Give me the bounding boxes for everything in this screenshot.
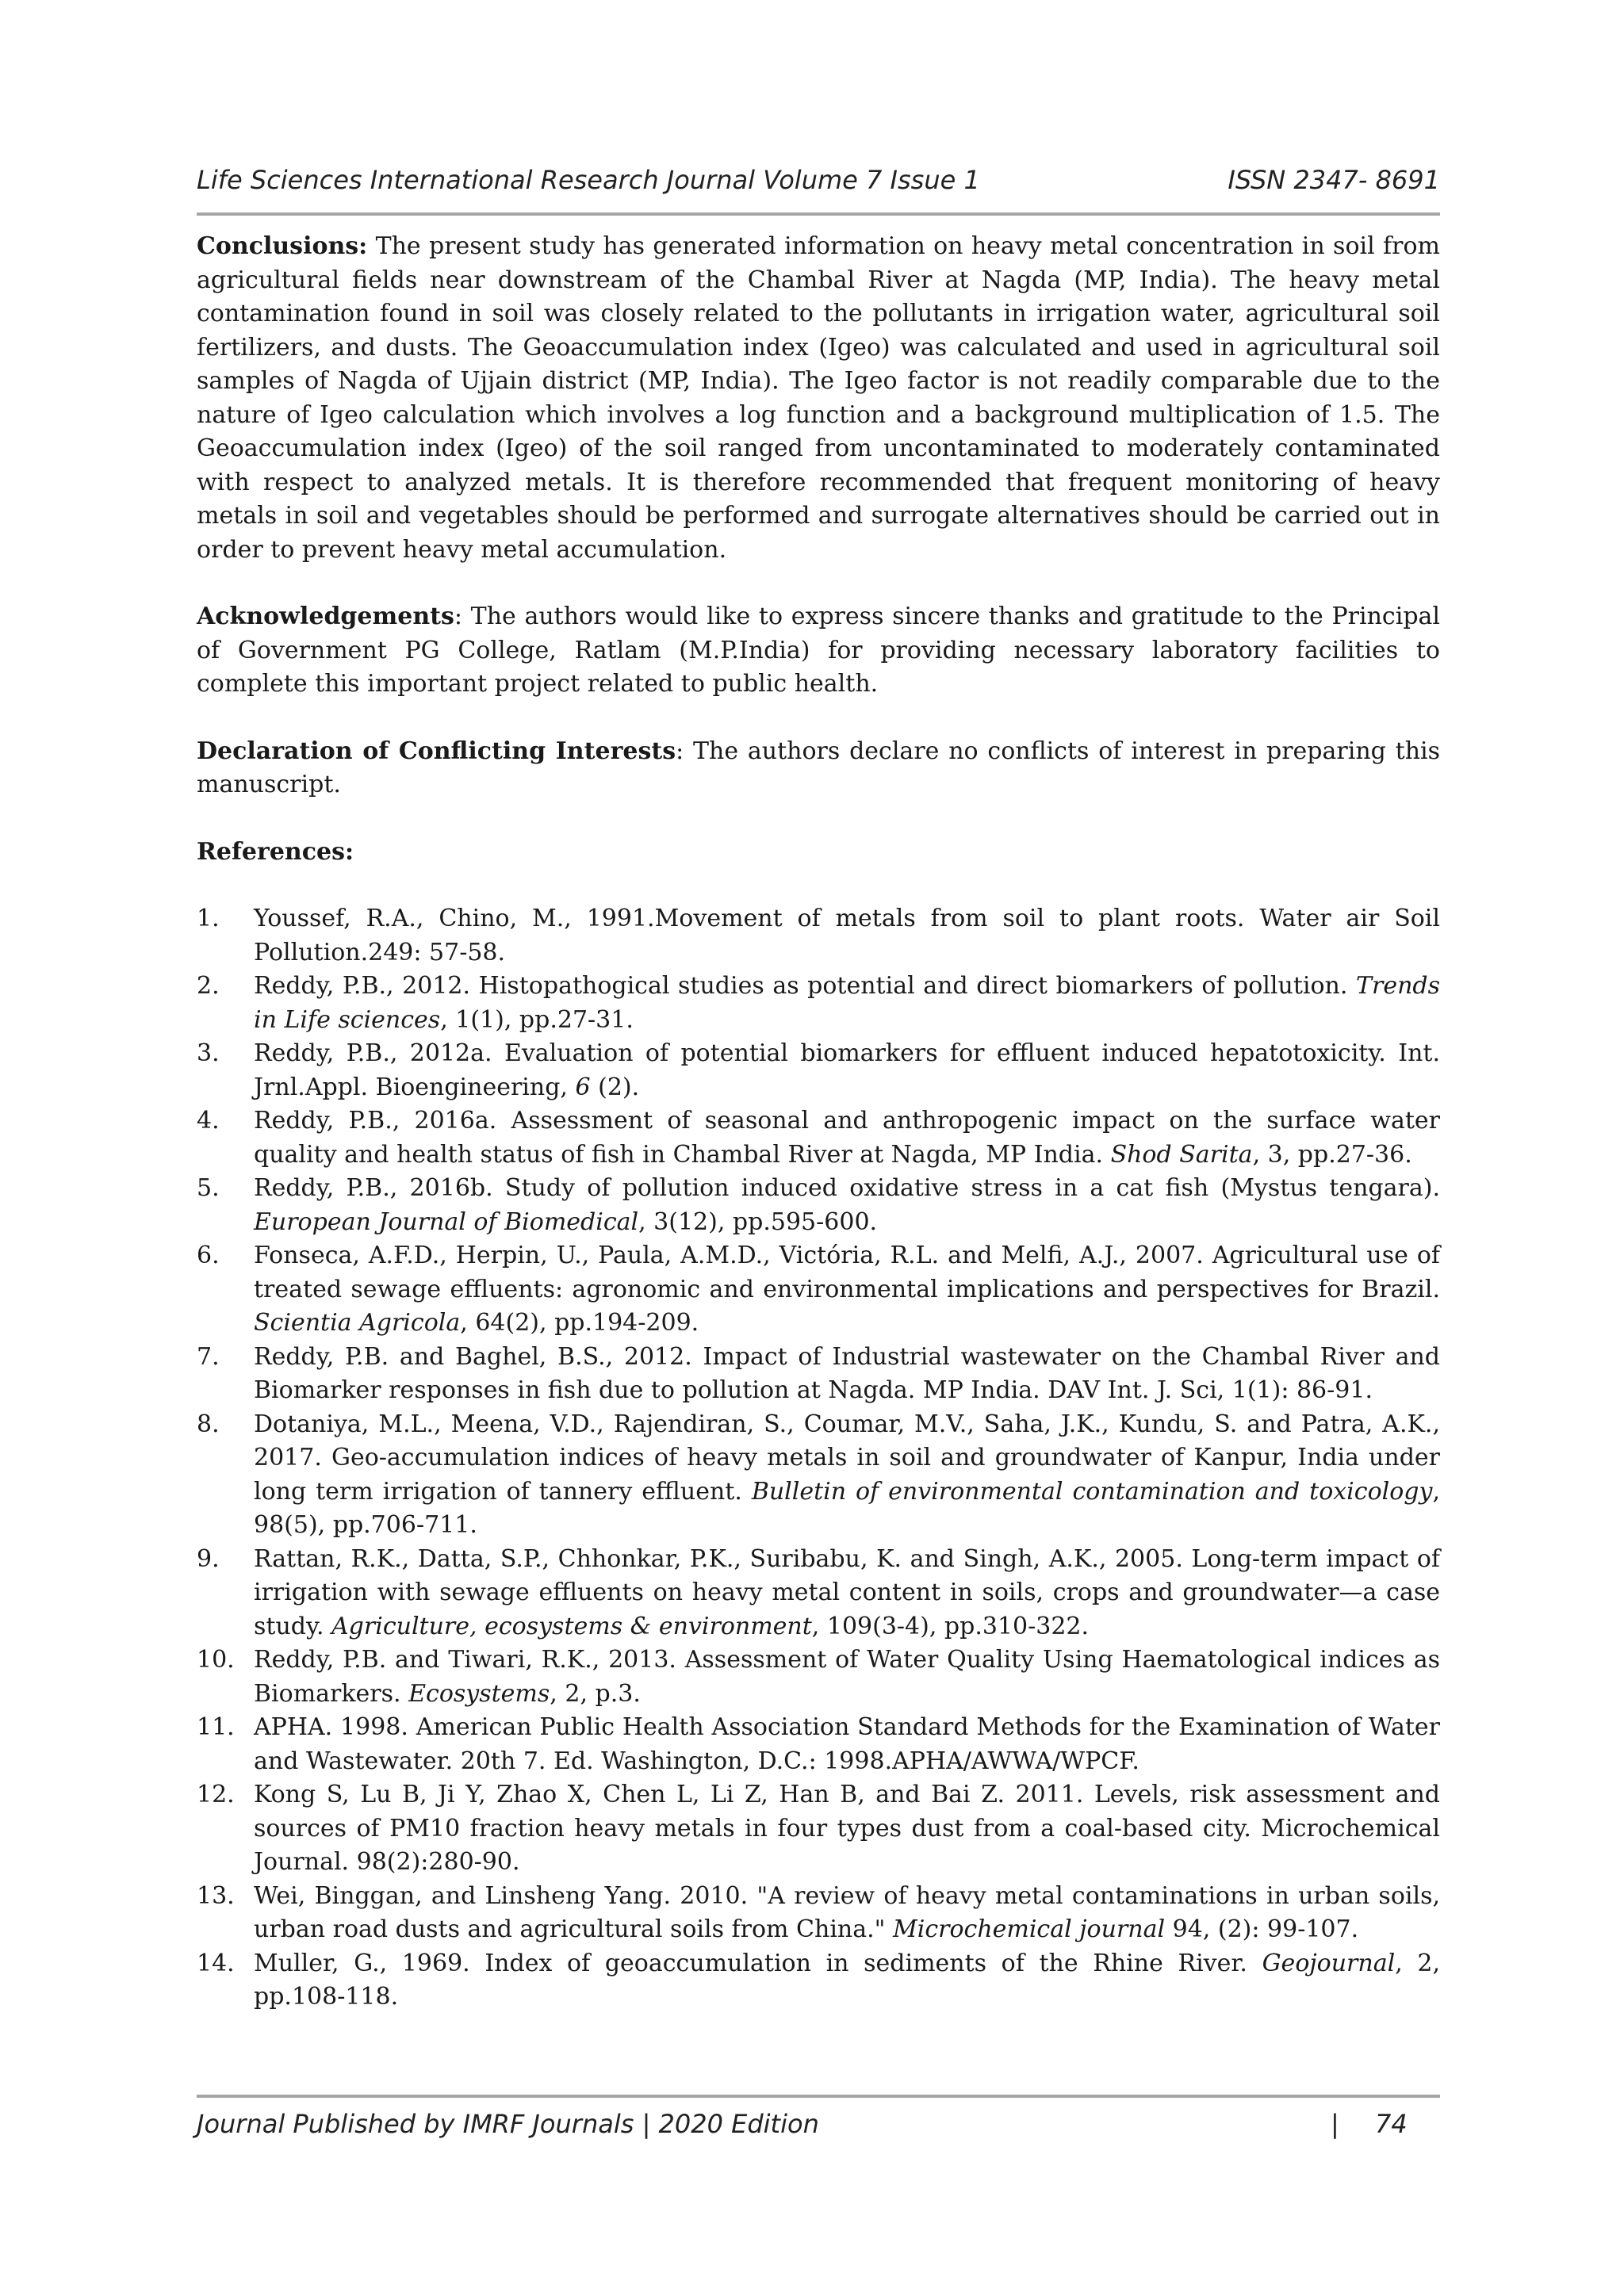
reference-number: 1. [197,905,220,932]
footer-divider [197,2095,1440,2098]
reference-number: 9. [197,1544,220,1573]
page-body [197,230,1440,2015]
issn: ISSN 2347- 8691 [1228,165,1440,195]
acknowledgements-text: : The authors would like to express sincere thanks and gratitude to the Principal of Government PG College, Ratlam (M.P.India) for providing necessary laboratory facilities to complete this important project related to public health. [197,603,1440,698]
reference-item: 9. Rattan, R.K., Datta, S.P., Chhonkar, P.K., Suribabu, K. and Singh, A.K., 2005. Long-term impact of irrigation with sewage effluents on heavy metal content in soils, crops and groundwater—a case study. Agriculture, ecosystems & environment, 109(3-4), pp.310-322. [197,1543,1440,1644]
reference-item: 8. Dotaniya, M.L., Meena, V.D., Rajendiran, S., Coumar, M.V., Saha, J.K., Kundu, S. and Patra, A.K., 2017. Geo-accumulation indices of heavy metals in soil and groundwater of Kanpur, India under long term irrigation of tannery effluent. Bulletin of environmental contamination and toxicology, 98(5), pp.706-711. [197,1408,1440,1543]
reference-item: 14. Muller, G., 1969. Index of geoaccumulation in sediments of the Rhine River. Geojournal, 2, pp.108-118. [197,1947,1440,2015]
acknowledgements-paragraph [197,600,1440,702]
page-number: 74 [1375,2109,1408,2139]
reference-number: 6. [197,1242,220,1269]
reference-item: 3. Reddy, P.B., 2012a. Evaluation of potential biomarkers for effluent induced hepatotoxicity. Int. Jrnl.Appl. Bioengineering, 6 (2). [197,1037,1440,1104]
header-divider [197,212,1440,216]
conclusions-label: Conclusions: [197,232,368,260]
journal-title: Life Sciences International Research Journal Volume 7 Issue 1 [197,165,980,195]
reference-number: 3. [197,1039,220,1067]
reference-number: 7. [197,1342,220,1371]
conclusions-paragraph [197,230,1440,567]
reference-item: 10. Reddy, P.B. and Tiwari, R.K., 2013. Assessment of Water Quality Using Haematological indices as Biomarkers. Ecosystems, 2, p.3. [197,1644,1440,1711]
reference-number: 12. [197,1781,235,1808]
declaration-label: Declaration of Conflicting Interests [197,737,676,765]
reference-item: 4. Reddy, P.B., 2016a. Assessment of seasonal and anthropogenic impact on the surface water quality and health status of fish in Chambal River at Nagda, MP India. Shod Sarita, 3, pp.27-36. [197,1104,1440,1172]
conclusions-text: The present study has generated information on heavy metal concentration in soil from agricultural fields near downstream of the Chambal River at Nagda (MP, India). The heavy metal contamination found in soil was closely related to the pollutants in irrigation water, agricultural soil fertilizers, and dusts. The Geoaccumulation index (Igeo) was calculated and used in agricultural soil samples of Nagda of Ujjain district (MP, India). The Igeo factor is not readily comparable due to the nature of Igeo calculation which involves a log function and a background multiplication of 1.5. The Geoaccumulation index (Igeo) of the soil ranged from uncontaminated to moderately contaminated with respect to analyzed metals. It is therefore recommended that frequent monitoring of heavy metals in soil and vegetables should be performed and surrogate alternatives should be carried out in order to prevent heavy metal accumulation. [197,232,1440,564]
reference-number: 8. [197,1410,220,1438]
acknowledgements-label: Acknowledgements [197,603,454,630]
reference-item: 6. Fonseca, A.F.D., Herpin, U., Paula, A.M.D., Victória, R.L. and Melfi, A.J., 2007. Agricultural use of treated sewage effluents: agronomic and environmental implications and perspectives for Brazil. Scientia Agricola, 64(2), pp.194-209. [197,1239,1440,1341]
references-heading: References: [197,837,354,866]
reference-item: 13. Wei, Binggan, and Linsheng Yang. 2010. "A review of heavy metal contaminations in urban soils, urban road dusts and agricultural soils from China." Microchemical journal 94, (2): 99-107. [197,1880,1440,1947]
reference-item: 2. Reddy, P.B., 2012. Histopathogical studies as potential and direct biomarkers of pollution. Trends in Life sciences, 1(1), pp.27-31. [197,970,1440,1037]
reference-item: 1. Youssef, R.A., Chino, M., 1991.Movement of metals from soil to plant roots. Water air Soil Pollution.249: 57-58. [197,902,1440,970]
reference-number: 10. [197,1646,235,1674]
reference-item: 11. APHA. 1998. American Public Health Association Standard Methods for the Examination of Water and Wastewater. 20th 7. Ed. Washington, D.C.: 1998.APHA/AWWA/WPCF. [197,1711,1440,1778]
reference-item: 12. Kong S, Lu B, Ji Y, Zhao X, Chen L, Li Z, Han B, and Bai Z. 2011. Levels, risk assessment and sources of PM10 fraction heavy metals in four types dust from a coal-based city. Microchemical Journal. 98(2):280-90. [197,1778,1440,1880]
reference-item: 7. Reddy, P.B. and Baghel, B.S., 2012. Impact of Industrial wastewater on the Chambal River and Biomarker responses in fish due to pollution at Nagda. MP India. DAV Int. J. Sci, 1(1): 86-91. [197,1341,1440,1408]
footer-separator: | [1331,2109,1339,2139]
declaration-paragraph [197,735,1440,802]
reference-number: 11. [197,1713,235,1741]
declaration-text: : The authors declare no conflicts of interest in preparing this manuscript. [197,737,1441,798]
reference-number: 2. [197,972,220,1000]
reference-item: 5. Reddy, P.B., 2016b. Study of pollution induced oxidative stress in a cat fish (Mystus tengara). European Journal of Biomedical, 3(12), pp.595-600. [197,1172,1440,1239]
publisher-line: Journal Published by IMRF Journals | 2020 Edition [197,2109,819,2139]
references-list [197,902,1440,2015]
reference-number: 14. [197,1949,235,1977]
reference-number: 13. [197,1881,235,1910]
reference-number: 4. [197,1107,220,1135]
reference-number: 5. [197,1174,220,1202]
